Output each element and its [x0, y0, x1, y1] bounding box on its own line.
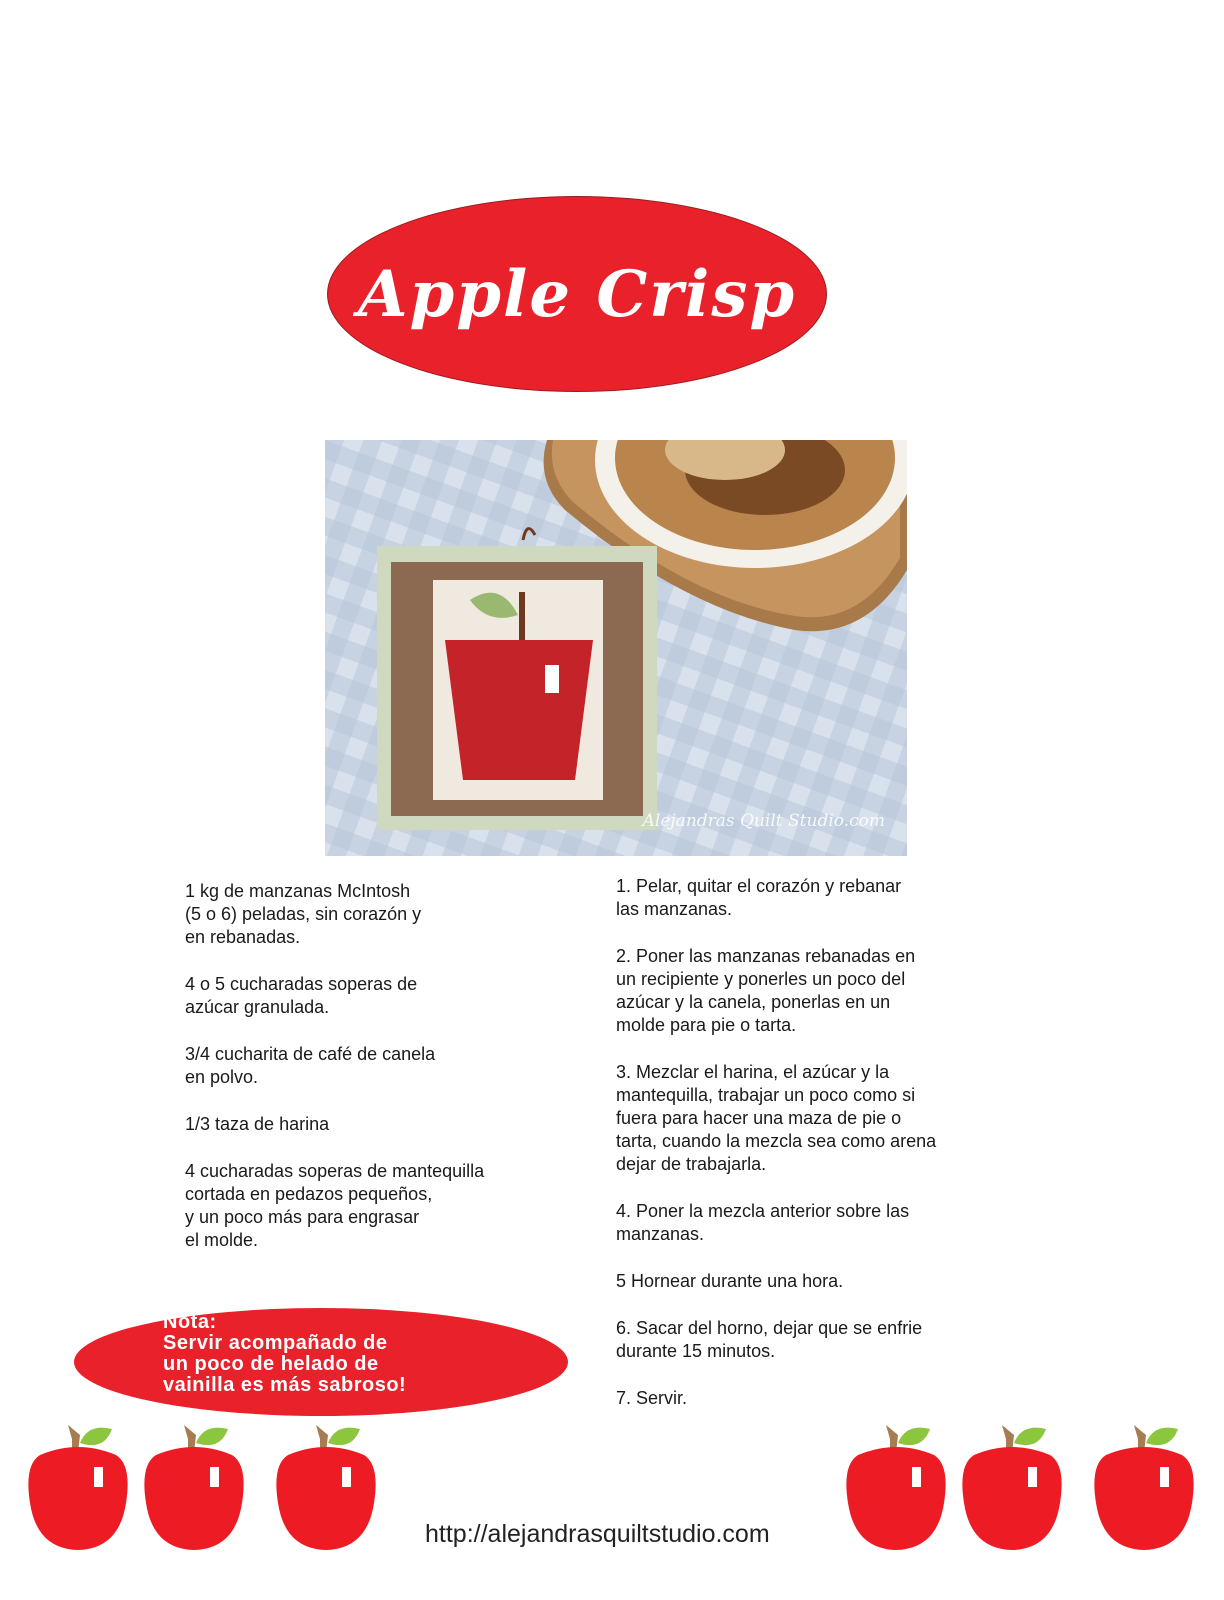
apple-icon: [276, 1425, 375, 1550]
step-item: 5 Hornear durante una hora.: [616, 1271, 844, 1291]
step-item: 7. Servir.: [616, 1388, 688, 1408]
apple-icon: [962, 1425, 1061, 1550]
note-text: Nota: Servir acompañado de un poco de helado de vainilla es más sabroso!: [163, 1311, 407, 1396]
ingredients-list: [185, 880, 585, 1276]
apple-icon: [28, 1425, 127, 1550]
recipe-photo-illustration: [325, 440, 907, 856]
page-title: Apple Crisp: [357, 256, 797, 332]
step-item: 1. Pelar, quitar el corazón y rebanar las manzanas.: [616, 876, 902, 919]
ingredient-item: 3/4 cucharita de café de canela en polvo.: [185, 1044, 436, 1087]
photo-watermark: Alejandras Quilt Studio.com: [642, 811, 885, 831]
footer-url-link[interactable]: http://alejandrasquiltstudio.com: [425, 1520, 770, 1548]
title-banner: [327, 196, 827, 392]
apple-icon: [846, 1425, 945, 1550]
step-item: 6. Sacar del horno, dejar que se enfrie durante 15 minutos.: [616, 1318, 923, 1361]
recipe-photo: [325, 440, 907, 856]
step-item: 3. Mezclar el harina, el azúcar y la mantequilla, trabajar un poco como si fuera para hacer una maza de pie o tarta, cuando la mezcla sea como arena dejar de trabajarla.: [616, 1062, 937, 1174]
step-item: 4. Poner la mezcla anterior sobre las manzanas.: [616, 1201, 910, 1244]
apple-icon: [1094, 1425, 1193, 1550]
apple-row-right: [846, 1425, 1206, 1555]
ingredient-item: 1/3 taza de harina: [185, 1114, 330, 1134]
steps-list: [616, 875, 1036, 1434]
step-item: 2. Poner las manzanas rebanadas en un recipiente y ponerles un poco del azúcar y la canela, ponerlas en un molde para pie o tarta.: [616, 946, 916, 1035]
apple-row-left: [28, 1425, 388, 1555]
apple-icon: [144, 1425, 243, 1550]
ingredient-item: 1 kg de manzanas McIntosh (5 o 6) peladas, sin corazón y en rebanadas.: [185, 881, 422, 947]
ingredient-item: 4 cucharadas soperas de mantequilla cortada en pedazos pequeños, y un poco más para engrasar el molde.: [185, 1161, 485, 1250]
ingredient-item: 4 o 5 cucharadas soperas de azúcar granulada.: [185, 974, 418, 1017]
